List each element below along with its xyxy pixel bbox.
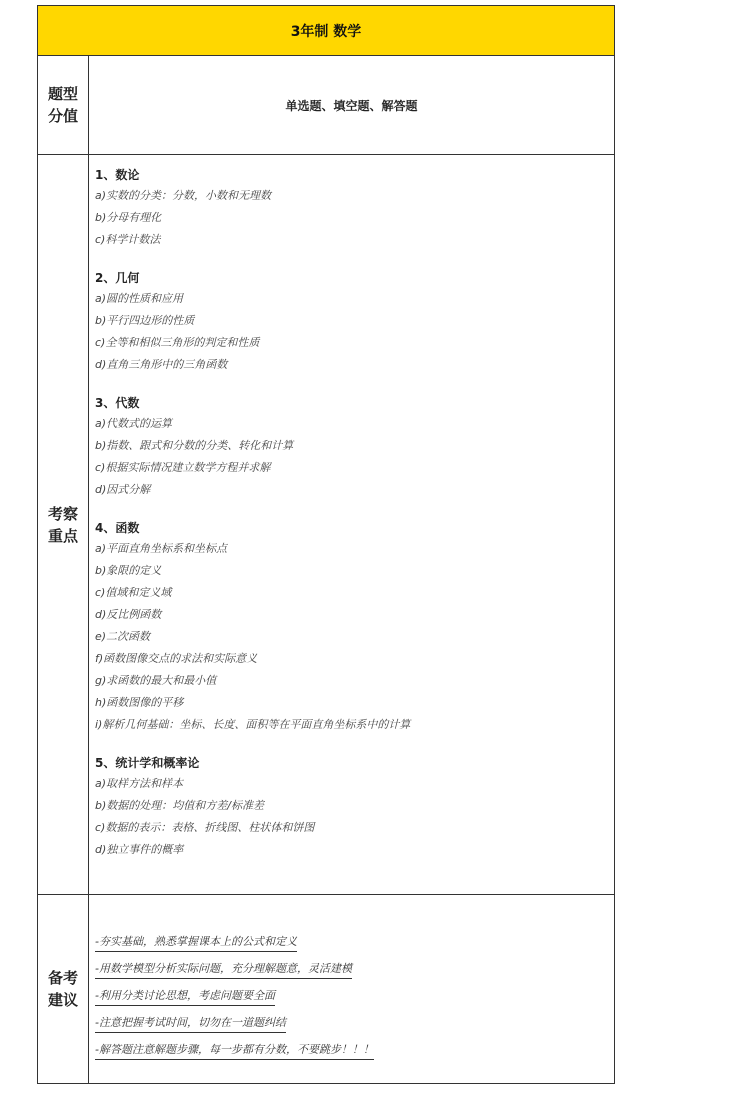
section-item: c)数据的表示：表格、折线图、柱状体和饼图 xyxy=(95,821,315,834)
section-title: 3、代数 xyxy=(95,396,140,410)
section-item: c)科学计数法 xyxy=(95,233,161,246)
section-item: b)分母有理化 xyxy=(95,211,162,224)
label-line-1: 考察 xyxy=(47,504,78,523)
section-item: i)解析几何基础：坐标、长度、面积等在平面直角坐标系中的计算 xyxy=(95,718,411,731)
section-item: d)反比例函数 xyxy=(95,608,162,621)
section-item: a)平面直角坐标系和坐标点 xyxy=(95,542,228,555)
label-line-1: 备考 xyxy=(47,969,78,987)
advice-item: -利用分类讨论思想，考虑问题要全面 xyxy=(95,987,275,1006)
section-item: d)独立事件的概率 xyxy=(95,843,184,856)
section-item: h)函数图像的平移 xyxy=(95,696,184,709)
advice-item: -用数学模型分析实际问题，充分理解题意，灵活建模 xyxy=(95,960,352,979)
table-header xyxy=(38,6,614,56)
label-line-2: 建议 xyxy=(47,991,78,1009)
focus-section xyxy=(95,753,614,861)
table-title: 3年制 数学 xyxy=(290,23,362,40)
section-item: d)直角三角形中的三角函数 xyxy=(95,358,228,371)
advice-item: -夯实基础，熟悉掌握课本上的公式和定义 xyxy=(95,933,297,952)
section-item: b)象限的定义 xyxy=(95,564,162,577)
row-label-focus xyxy=(38,155,89,894)
row-label-advice xyxy=(38,895,89,1083)
section-title: 5、统计学和概率论 xyxy=(95,756,200,770)
focus-section xyxy=(95,268,614,376)
section-item: f)函数图像交点的求法和实际意义 xyxy=(95,652,258,665)
section-title: 4、函数 xyxy=(95,521,140,535)
section-item: b)指数、跟式和分数的分类、转化和计算 xyxy=(95,439,294,452)
row-question-types xyxy=(38,56,614,155)
label-line-2: 重点 xyxy=(47,526,78,545)
focus-section xyxy=(95,165,614,251)
section-item: e)二次函数 xyxy=(95,630,151,643)
label-line-2: 分值 xyxy=(47,107,78,125)
section-item: a)圆的性质和应用 xyxy=(95,292,184,305)
exam-table xyxy=(37,5,615,1084)
focus-content xyxy=(89,155,614,894)
row-label-types xyxy=(38,56,89,154)
focus-section xyxy=(95,518,614,736)
section-item: c)值域和定义域 xyxy=(95,586,172,599)
section-item: a)实数的分类：分数，小数和无理数 xyxy=(95,189,272,202)
section-item: c)根据实际情况建立数学方程并求解 xyxy=(95,461,271,474)
label-line-1: 题型 xyxy=(47,85,78,103)
section-item: a)取样方法和样本 xyxy=(95,777,184,790)
section-item: a)代数式的运算 xyxy=(95,417,173,430)
section-item: c)全等和相似三角形的判定和性质 xyxy=(95,336,260,349)
focus-section xyxy=(95,393,614,501)
section-item: b)数据的处理：均值和方差/标准差 xyxy=(95,799,264,812)
advice-item: -注意把握考试时间，切勿在一道题纠结 xyxy=(95,1014,286,1033)
section-item: d)因式分解 xyxy=(95,483,151,496)
section-item: g)求函数的最大和最小值 xyxy=(95,674,217,687)
advice-content xyxy=(89,895,614,1083)
section-item: b)平行四边形的性质 xyxy=(95,314,195,327)
advice-item: -解答题注意解题步骤，每一步都有分数，不要跳步！！！ xyxy=(95,1041,374,1060)
question-types-text: 单选题、填空题、解答题 xyxy=(285,98,418,113)
row-advice xyxy=(38,895,614,1083)
row-focus xyxy=(38,155,614,895)
section-title: 1、数论 xyxy=(95,168,140,182)
section-title: 2、几何 xyxy=(95,271,140,285)
